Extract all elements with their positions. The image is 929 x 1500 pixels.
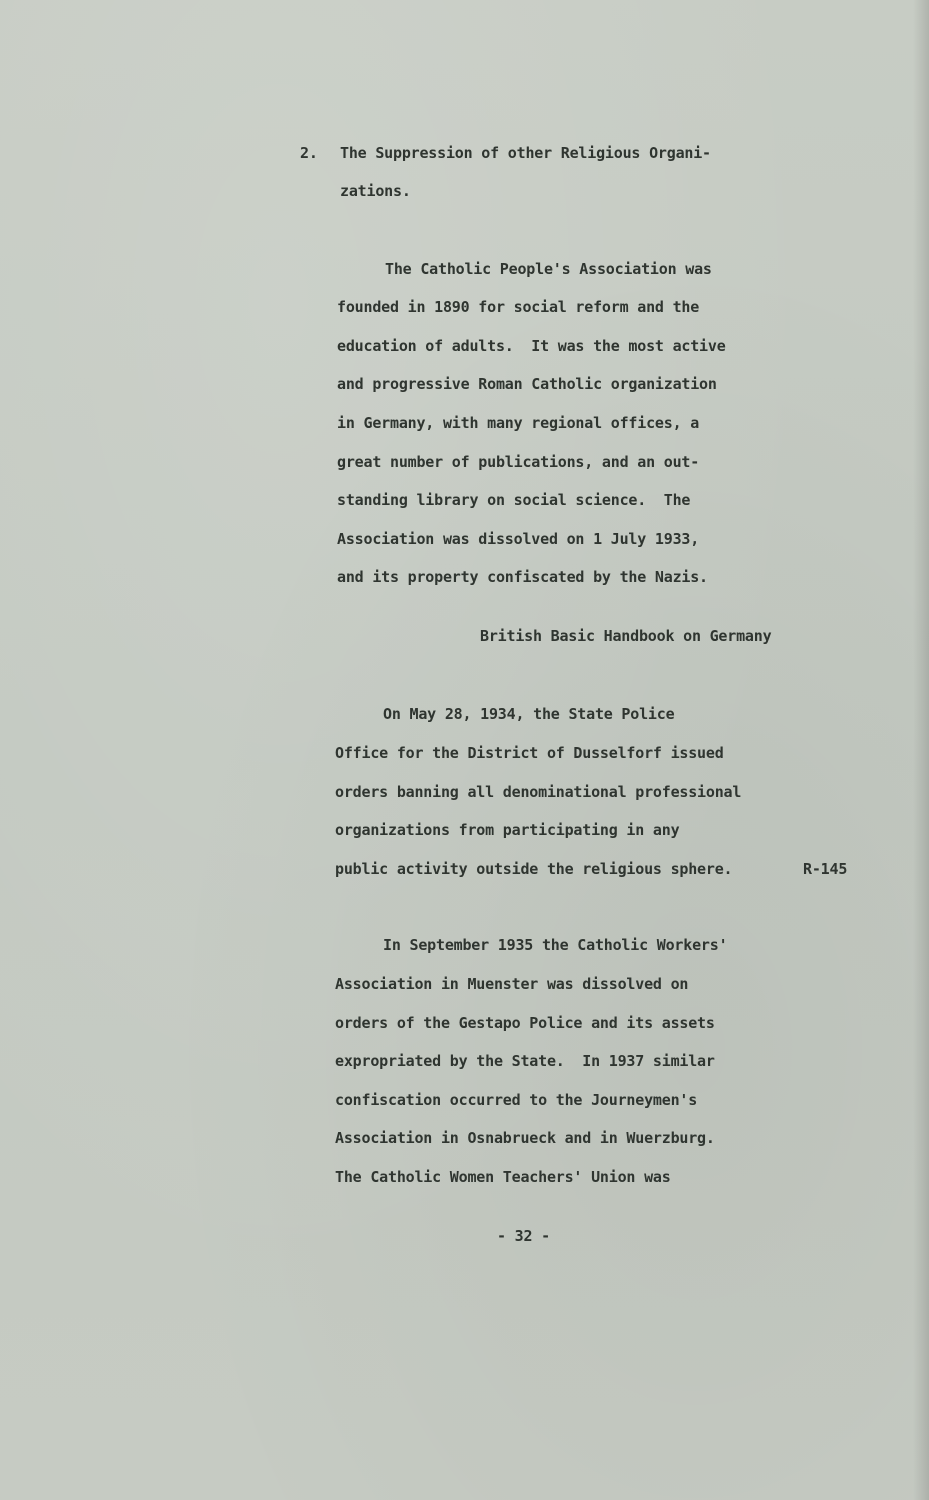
paragraph-line: and progressive Roman Catholic organization [337, 375, 717, 393]
paragraph-line: On May 28, 1934, the State Police [383, 705, 675, 723]
paragraph-line: The Catholic Women Teachers' Union was [335, 1168, 671, 1186]
paragraph-line: In September 1935 the Catholic Workers' [383, 936, 728, 954]
paragraph-line: Association was dissolved on 1 July 1933, [337, 530, 700, 548]
document-reference: R-145 [803, 860, 848, 878]
paragraph-line: orders banning all denominational professional [335, 783, 742, 801]
section-heading-line: The Suppression of other Religious Organi- [340, 144, 711, 162]
paragraph-line: Office for the District of Dusselforf issued [335, 744, 724, 762]
paragraph-line: The Catholic People's Association was [385, 260, 712, 278]
paragraph-line: in Germany, with many regional offices, a [337, 414, 700, 432]
paragraph-line: founded in 1890 for social reform and the [337, 298, 700, 316]
paragraph-line: Association in Muenster was dissolved on [335, 975, 689, 993]
paragraph-line: great number of publications, and an out- [337, 453, 700, 471]
paragraph-line: expropriated by the State. In 1937 similar [335, 1052, 715, 1070]
source-citation: British Basic Handbook on Germany [480, 627, 772, 645]
paragraph-line: public activity outside the religious sphere. [335, 860, 733, 878]
paragraph-line: confiscation occurred to the Journeymen's [335, 1091, 698, 1109]
section-heading-line: zations. [340, 182, 411, 200]
paragraph-line: and its property confiscated by the Nazis. [337, 568, 708, 586]
paragraph-line: organizations from participating in any [335, 821, 680, 839]
paragraph-line: education of adults. It was the most active [337, 337, 726, 355]
section-number: 2. [300, 144, 318, 162]
page-number: - 32 - [497, 1227, 550, 1245]
page-edge-shadow [913, 0, 929, 1500]
paragraph-line: orders of the Gestapo Police and its assets [335, 1014, 715, 1032]
paragraph-line: Association in Osnabrueck and in Wuerzburg. [335, 1129, 715, 1147]
paragraph-line: standing library on social science. The [337, 491, 691, 509]
